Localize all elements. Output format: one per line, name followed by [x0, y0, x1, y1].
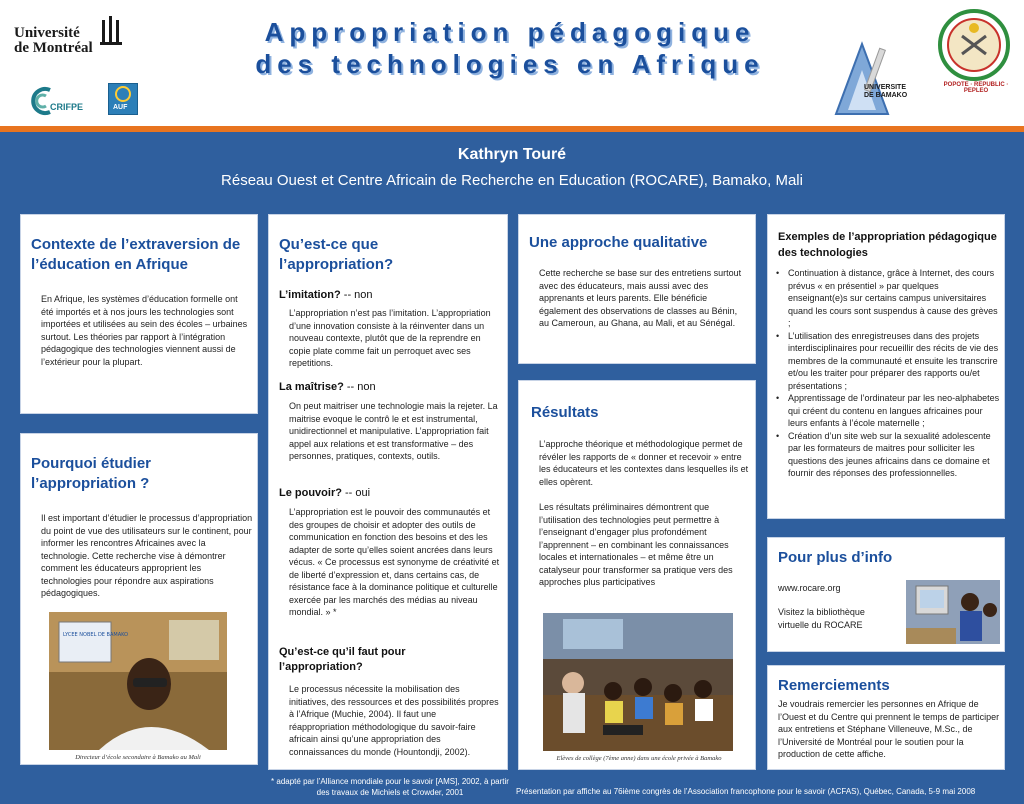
- school-director-photo: [49, 612, 227, 750]
- appropriation-title: Qu’est-ce que l’appropriation?: [279, 236, 394, 273]
- contexte-text: En Afrique, les systèmes d’éducation formelle ont été importés et à nos jours les technologies sont importées et utilisées au sein des écoles – urbaines surtout. Les théories par rapport à l’intégration pédagogique des technologies viennent aussi de l’extérieur pour la plupart.: [41, 294, 248, 367]
- pourquoi-title: Pourquoi étudier l’appropriation ?: [31, 455, 151, 492]
- pouvoir-heading: Le pouvoir? -- oui: [279, 487, 371, 499]
- rocare-link[interactable]: www.rocare.org: [778, 583, 841, 593]
- poster-title: [200, 16, 820, 80]
- approche-title: Une approche qualitative: [529, 234, 708, 251]
- faut-heading: Qu’est-ce qu’il faut pour l’appropriation?: [279, 646, 406, 673]
- auf-logo: [108, 83, 138, 115]
- list-item: • Apprentissage de l’ordinateur par les neo-alphabetes qui créent du contenu en langues africaines pour leurs enfants à l’école maternelle ;: [774, 392, 1000, 430]
- imitation-text: L’appropriation n’est pas l’imitation. L’appropriation d’une innovation consiste à la réinventer dans un nouveau contexte, plutôt que de la reprendre en copie plate comme fait un perroquet avec ses repetitions.: [289, 308, 491, 368]
- pouvoir-text: L’appropriation est le pouvoir des communautés et des groupes de choisir et adopter des outils de communication en fonction des besoins et des les adapter de sorte qu’elles soient ancrées dans leurs vécus. « Ce processus est synonyme de créativité et de liberté d’expression et, dans certains cas, de résistance face à la dominance politique et culturelle exercée par les marchés des médias au niveau mondial. » *: [289, 507, 500, 617]
- bamako-triangle-icon: [832, 40, 922, 118]
- contexte-title: Contexte de l’extraversion de l’éducation en Afrique: [31, 236, 241, 273]
- crifpe-label: CRIFPE: [50, 102, 84, 112]
- ubamako-line1: UNIVERSITE: [864, 84, 907, 91]
- resultats-title: Résultats: [531, 404, 599, 421]
- faut-text: Le processus nécessite la mobilisation des initiatives, des ressources et des possibilités propres à l’Afrique (Muchie, 2004). Il faut une réappropriation méthodologique du savoir-faire africain ainsi qu’une appropriation des connaissances du monde (Hountondji, 2002).: [289, 684, 499, 757]
- approche-text: Cette recherche se base sur des entretiens surtout avec des éducateurs, mais aussi avec des apprenants et leurs parents. Elle bénéficie également des observations de classes au Bénin, au Cameroun, au Ghana, au Mali, et au Sénégal.: [539, 268, 742, 328]
- panel-info: [767, 537, 1005, 652]
- pourquoi-photo-caption: Directeur d’école secondaire à Bamako au Mali: [75, 754, 201, 761]
- udem-line1: Université: [14, 25, 80, 41]
- classroom-photo: [543, 613, 733, 751]
- info-title: Pour plus d’info: [778, 549, 893, 566]
- list-item: • L’utilisation des enregistreuses dans des projets interdisciplinaires pour recueillir des récits de vie des membres de la communauté et ensuite les transcrire et/ou les traiter pour préparer des rapports ou/et présentations ;: [774, 330, 1000, 393]
- info-text: Visitez la bibliothèque virtuelle du ROCARE: [778, 607, 865, 630]
- seal-label: POPOTE · REPUBLIC · PEPLEO: [943, 82, 1009, 94]
- photo-sign-text: LYCEE NOBEL DE BAMAKO: [63, 632, 129, 638]
- panel-resultats: [518, 380, 756, 770]
- exemples-title: Exemples de l’appropriation pédagogique des technologies: [778, 231, 997, 259]
- footnote: * adapté par l’Alliance mondiale pour le savoir [AMS], 2002, à partir des travaux de Michiels et Crowder, 2001: [271, 777, 509, 797]
- resultats-photo-caption: Elèves de collège (7ème anne) dans une école privée à Bamako: [556, 755, 722, 762]
- crifpe-logo: [30, 84, 86, 118]
- children-computer-photo: [906, 580, 1000, 644]
- poster-header: [0, 0, 1024, 128]
- panel-appropriation: [268, 214, 508, 770]
- crifpe-swirl-icon: [30, 84, 52, 118]
- auf-emblem-icon: [109, 84, 137, 102]
- author-name: Kathryn Touré: [457, 146, 567, 163]
- remerciements-title: Remerciements: [778, 677, 890, 694]
- author-affiliation: Réseau Ouest et Centre Africain de Recherche en Education (ROCARE), Bamako, Mali: [221, 172, 803, 189]
- auf-label: AUF: [113, 104, 128, 111]
- panel-contexte: [20, 214, 258, 414]
- imitation-heading: L’imitation? -- non: [279, 289, 373, 301]
- panel-approche: [518, 214, 756, 364]
- list-item: • Création d’un site web sur la sexualité adolescente par les formateurs de maitres pour solliciter les questions des jeunes africains dans ce domaine et fournir des réponses des professionnelles.: [774, 430, 1000, 480]
- resultats-text-2: Les résultats préliminaires démontrent que l’utilisation des technologies peut permettre à l’enseignant d’engager plus profondément l’apprennent – en combinant les connaissances locales et internationales – et même être un catalyseur pour transformer sa pratique vers des approches plus participatives: [539, 502, 733, 587]
- maitrise-heading: La maîtrise? -- non: [279, 381, 376, 393]
- resultats-text-1: L’approche théorique et méthodologique permet de révéler les rapports de « donner et recevoir » entre les éducateurs et les contextes dans lesquelles ils et elles opèrent.: [539, 439, 749, 487]
- title-line-1: Appropriation pédagogique: [264, 17, 756, 47]
- ministry-seal-logo: [932, 8, 1016, 94]
- exemples-list: [774, 267, 1000, 480]
- remerciements-text: Je voudrais remercier les personnes en Afrique de l’Ouest et du Centre qui prennent le temps de participer aux entretiens et Stéphane Villeneuve, M.Sc., de l’Université de Montréal pour le soutien pour la production de cette affiche.: [778, 699, 1000, 759]
- seal-emblem-icon: [932, 8, 1016, 82]
- panel-pourquoi: [20, 433, 258, 765]
- presentation-note: Présentation par affiche au 76ième congrès de l’Association francophone pour le savoir (ACFAS), Québec, Canada, 5-9 mai 2008: [516, 787, 976, 796]
- list-item: • Continuation à distance, grâce à Internet, des cours prévus « en présentiel » par quelques enseignant(e)s sur certains campus universitaires quand les cours sont suspendus à cause des grèves ;: [774, 267, 1000, 330]
- title-line-2: des technologies en Afrique: [255, 49, 765, 79]
- panel-remerciements: [767, 665, 1005, 770]
- pourquoi-text: Il est important d’étudier le processus d’appropriation du point de vue des utilisateurs sur le continent, pour informer les rencontres Africaines avec la technologie. Cette recherche vise à démontrer comment les éducateurs approprient les technologies pour répondre aux aspirations pédagogiques.: [41, 513, 253, 598]
- universite-de-montreal-logo: [14, 16, 126, 58]
- panel-exemples: [767, 214, 1005, 519]
- ubamako-line2: DE BAMAKO: [864, 92, 908, 99]
- universite-de-bamako-logo: [832, 40, 922, 118]
- maitrise-text: On peut maitriser une technologie mais la rejeter. La maitrise evoque le contrô le et est instrumental, unidirectionnel et manipulative. L’appropriation fait appel aux relations et est transformative – des personnes, pratiques, contexts, outils.: [289, 401, 498, 461]
- udem-emblem-icon: [100, 16, 122, 50]
- udem-line2: de Montréal: [14, 40, 93, 56]
